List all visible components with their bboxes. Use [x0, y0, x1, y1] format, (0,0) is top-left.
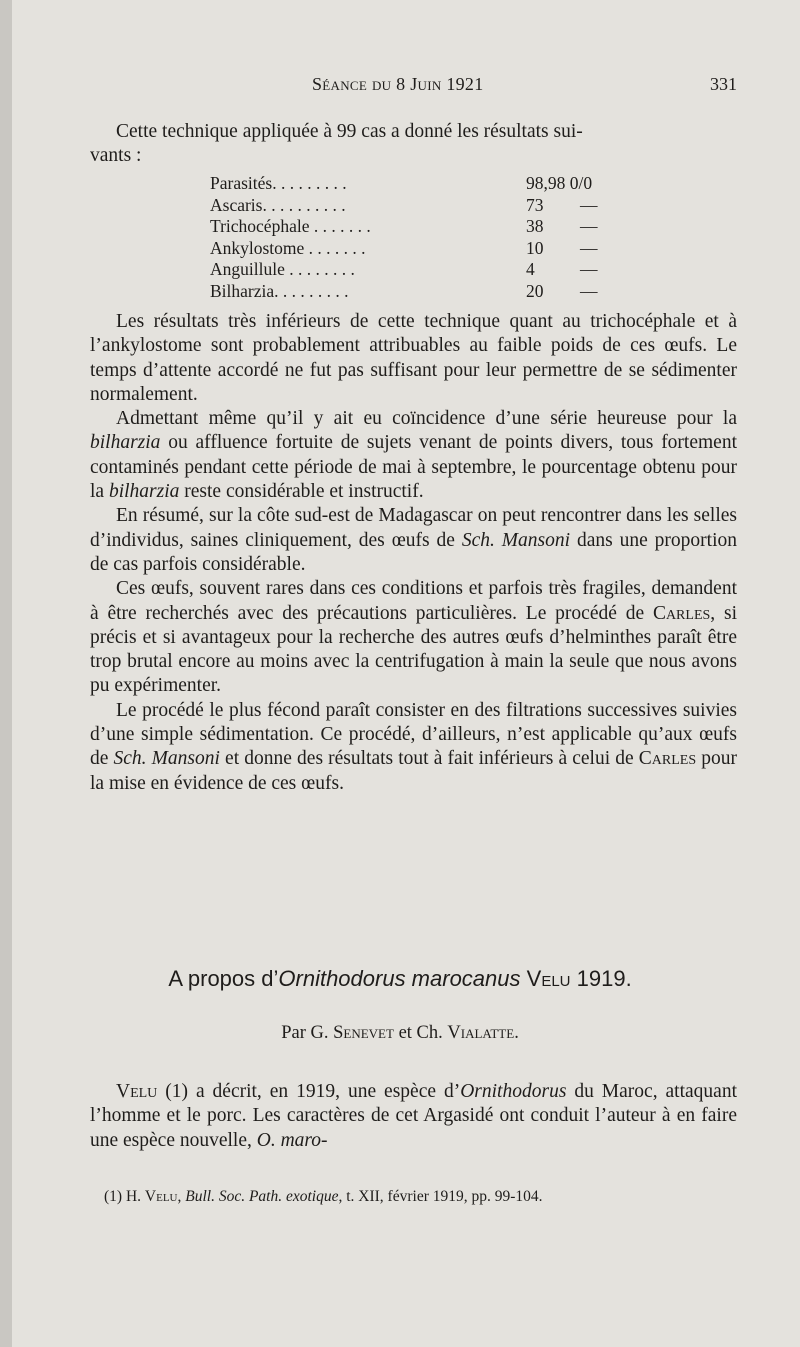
parasite-name: Parasités. . . . . . . . . [210, 173, 347, 193]
parasite-name: Trichocéphale . . . . . . . [210, 216, 371, 236]
ditto-mark: — [580, 280, 598, 301]
results-row [210, 238, 610, 260]
article-byline: Par G. Senevet et Ch. Vialatte. [281, 1023, 519, 1043]
paragraph-2: Admettant même qu’il y ait eu coïncidence d’une série heureuse pour la bilharzia ou affluence fortuite de sujets venant de points divers, tous fortement contaminés pendant cette période de mai à septembre, le pourcentage obtenu pour la bilharzia reste considérable et instructif. [90, 408, 737, 503]
parasite-value: 38 [526, 216, 544, 236]
parasite-value: 98,98 0/0 [526, 173, 593, 193]
paragraph-4: Ces œufs, souvent rares dans ces conditions et parfois très fragiles, demandent à être recherchés avec des précautions particulières. Le procédé de Carles, si précis et si avantageux pour la recherche des autres œufs d’helminthes paraît être trop brutal encore au moins avec la centrifugation à main la seule que nous avons pu expérimenter. [90, 578, 737, 697]
ditto-mark: — [580, 194, 598, 215]
parasite-value: 73 [526, 194, 544, 215]
article-title: A propos d’Ornithodorus marocanus Velu 1919. [168, 966, 632, 991]
parasite-name: Ascaris. . . . . . . . . . [210, 194, 346, 215]
ditto-mark: — [580, 259, 598, 279]
parasite-value: 20 [526, 280, 544, 301]
results-row [210, 216, 610, 238]
parasite-name: Ankylostome . . . . . . . [210, 237, 366, 258]
running-header [90, 74, 737, 104]
ditto-mark: — [580, 216, 598, 236]
intro-paragraph [90, 120, 737, 169]
results-row [210, 259, 610, 281]
page-number: 331 [710, 74, 737, 94]
results-row [210, 173, 610, 195]
parasite-name: Bilharzia. . . . . . . . . [210, 280, 349, 301]
intro-line-2: vants : [90, 145, 142, 167]
parasite-value: 10 [526, 237, 544, 258]
footnote: (1) H. Velu, Bull. Soc. Path. exotique, t. XII, février 1919, pp. 99-104. [104, 1188, 543, 1205]
parasite-name: Anguillule . . . . . . . . [210, 259, 355, 279]
article-body [90, 1080, 737, 1153]
running-title: Séance du 8 Juin 1921 [312, 74, 484, 94]
ditto-mark: — [580, 237, 598, 258]
body-text [90, 310, 737, 796]
results-row [210, 195, 610, 217]
article-paragraph: Velu (1) a décrit, en 1919, une espèce d’Ornithodorus du Maroc, attaquant l’homme et le porc. Les caractères de cet Argasidé ont conduit l’auteur à en faire une espèce nouvelle, O. maro- [90, 1081, 737, 1151]
results-row [210, 281, 610, 303]
parasite-value: 4 [526, 259, 535, 279]
intro-line-1: Cette technique appliquée à 99 cas a donné les résultats sui- [116, 121, 583, 142]
paragraph-3: En résumé, sur la côte sud-est de Madagascar on peut rencontrer dans les selles d’individus, saines cliniquement, des œufs de Sch. Mansoni dans une proportion de cas parfois considérable. [90, 505, 738, 575]
paragraph-5: Le procédé le plus fécond paraît consister en des filtrations successives suivies d’une simple sédimentation. Ce procédé, d’ailleurs, n’est applicable qu’aux œufs de Sch. Mansoni et donne des résultats tout à fait inférieurs à celui de Carles pour la mise en évidence de ces œufs. [90, 699, 737, 794]
paragraph-1: Les résultats très inférieurs de cette technique quant au trichocéphale et à l’ankylostome sont probablement attribuables au faible poids de ces œufs. Le temps d’attente accordé ne fut pas suffisant pour leur permettre de se sédimenter normalement. [90, 311, 737, 405]
results-table [210, 173, 610, 302]
page-edge [0, 0, 12, 1347]
